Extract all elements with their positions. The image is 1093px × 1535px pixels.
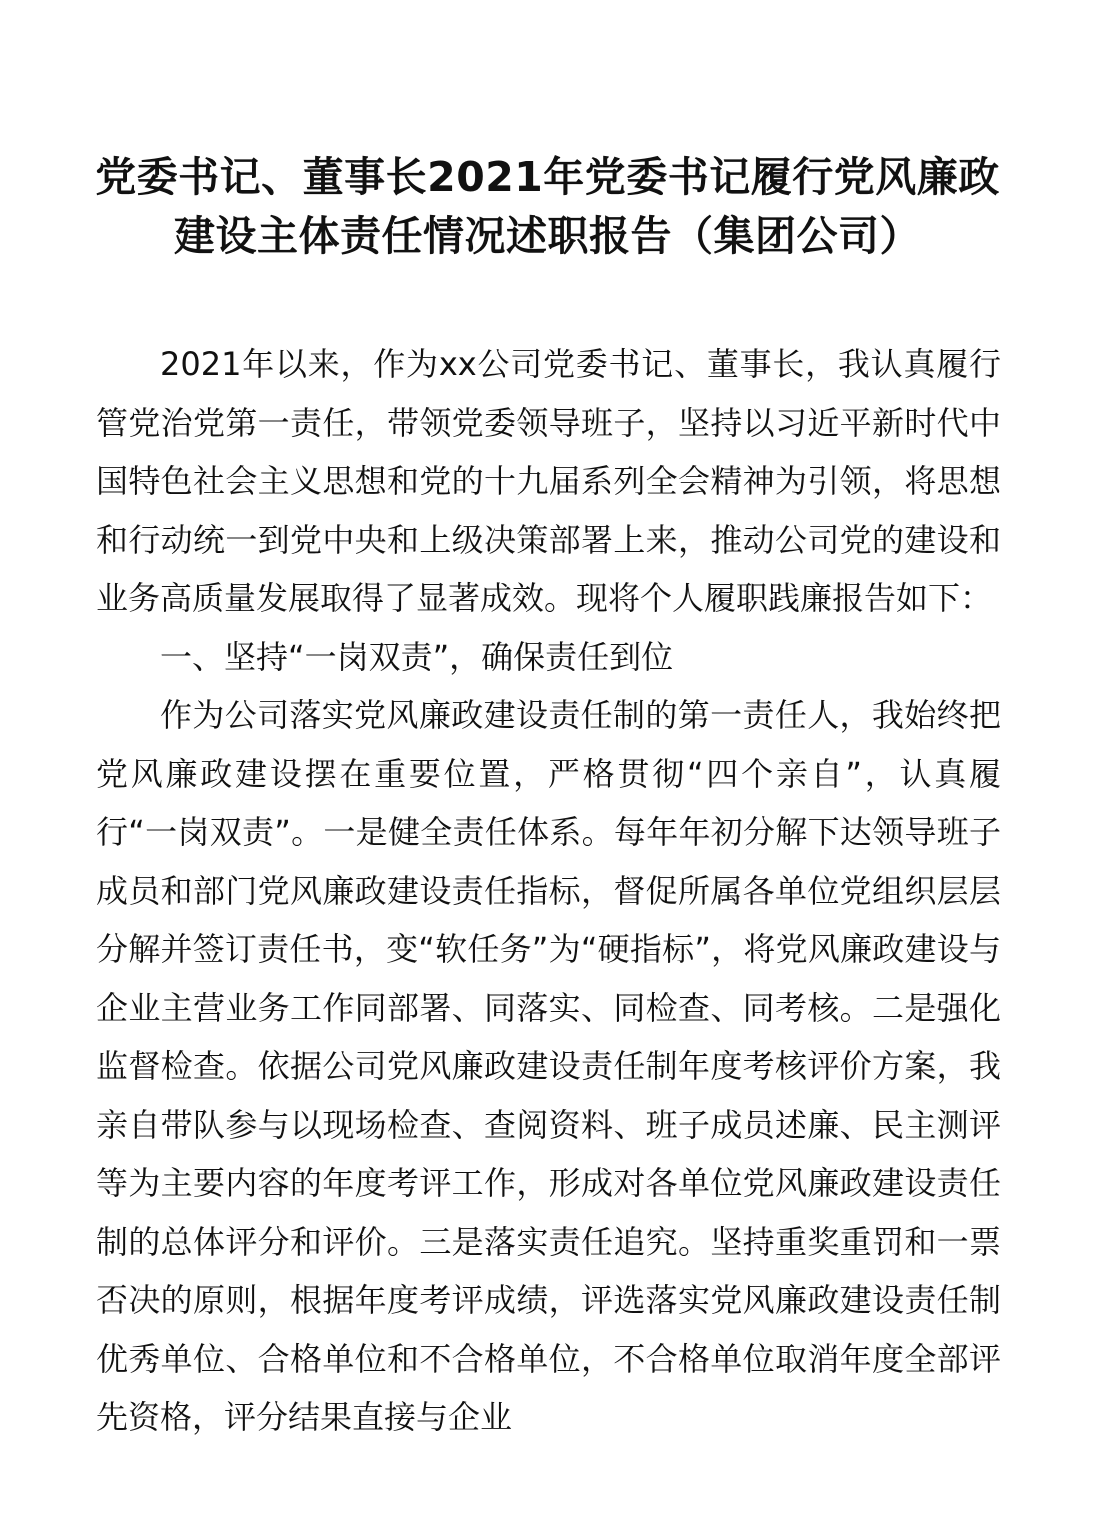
document-title: 党委书记、董事长2021年党委书记履行党风廉政建设主体责任情况述职报告（集团公司） <box>95 153 1000 260</box>
document-body <box>96 335 1001 1447</box>
section-paragraph: 作为公司落实党风廉政建设责任制的第一责任人，我始终把党风廉政建设摆在重要位置，严格贯彻“四个亲自”，认真履行“一岗双责”。一是健全责任体系。每年年初分解下达领导班子成员和部门党风廉政建设责任指标，督促所属各单位党组织层层分解并签订责任书，变“软任务”为“硬指标”，将党风廉政建设与企业主营业务工作同部署、同落实、同检查、同考核。二是强化监督检查。依据公司党风廉政建设责任制年度考核评价方案，我亲自带队参与以现场检查、查阅资料、班子成员述廉、民主测评等为主要内容的年度考评工作，形成对各单位党风廉政建设责任制的总体评分和评价。三是落实责任追究。坚持重奖重罚和一票否决的原则，根据年度考评成绩，评选落实党风廉政建设责任制优秀单位、合格单位和不合格单位，不合格单位取消年度全部评先资格，评分结果直接与企业 <box>96 696 1001 1436</box>
section-heading: 一、坚持“一岗双责”，确保责任到位 <box>160 637 674 676</box>
intro-paragraph: 2021年以来，作为xx公司党委书记、董事长，我认真履行管党治党第一责任，带领党委领导班子，坚持以习近平新时代中国特色社会主义思想和党的十九届系列全会精神为引领，将思想和行动统一到党中央和上级决策部署上来，推动公司党的建设和业务高质量发展取得了显著成效。现将个人履职践廉报告如下： <box>96 345 1001 617</box>
